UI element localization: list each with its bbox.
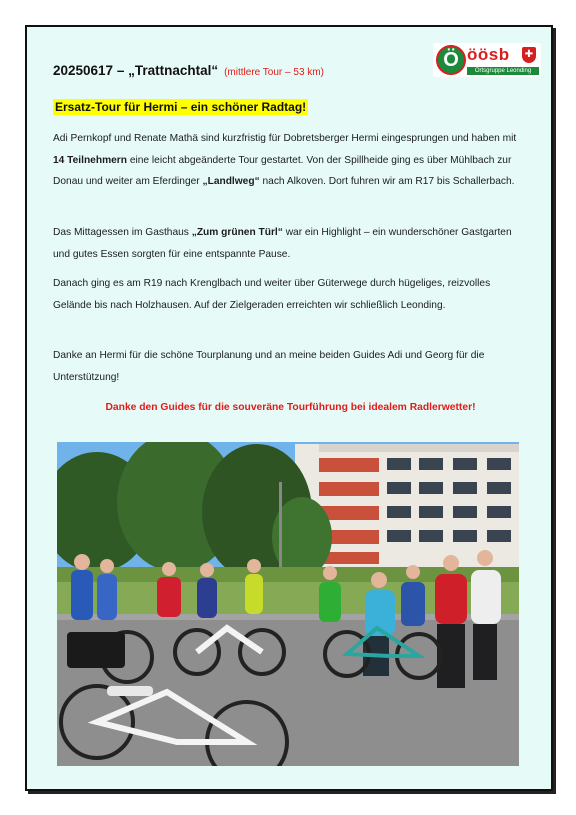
- crest-icon: ✚: [522, 47, 536, 63]
- group-photo: [57, 442, 519, 766]
- document-page: [25, 25, 553, 791]
- paragraph-1: [53, 128, 528, 193]
- paragraph-3: Danach ging es am R19 nach Krenglbach und weiter über Güterwege durch hügeliges, reizvolles Gelände bis nach Holzhausen. Auf der Zielgeraden erreichten wir schließlich Leonding.: [53, 278, 491, 311]
- p2-bold-gasthaus: „Zum grünen Türl“: [191, 227, 283, 238]
- paragraph-2: [53, 222, 528, 265]
- p2-text-c: war ein Highlight – ein wunderschöner Gastgarten und gutes Essen sorgten für eine entspannte Pause.: [53, 227, 512, 260]
- p1-text-c: eine leicht abgeänderte Tour gestartet. Von der Spillheide ging es über Mühlbach zur Donau und weiter am Eferdinger: [53, 154, 512, 187]
- paragraph-4: Danke an Hermi für die schöne Tourplanung und an meine beiden Guides Adi und Georg für die Unterstützung!: [53, 350, 485, 383]
- thanks-line: Danke den Guides für die souveräne Tourführung bei idealem Radlerwetter!: [105, 402, 476, 413]
- tour-title-text: 20250617 – „Trattnachtal“: [53, 63, 219, 78]
- logo-subtitle: Ortsgruppe Leonding: [467, 67, 539, 75]
- club-logo: [433, 43, 541, 77]
- logo-brand-text: öösb: [467, 45, 510, 64]
- tour-subtitle: (mittlere Tour – 53 km): [224, 67, 324, 78]
- highlighted-headline: Ersatz-Tour für Hermi – ein schöner Radtag!: [55, 100, 307, 114]
- tour-title: [53, 63, 324, 78]
- logo-emblem-icon: Ö: [436, 45, 466, 75]
- group-photo-illustration: [57, 442, 519, 766]
- p1-bold-participants: 14 Teilnehmern: [53, 154, 127, 166]
- p1-text-e: nach Alkoven. Dort fuhren wir am R17 bis Schallerbach.: [259, 176, 515, 187]
- p1-text-a: Adi Pernkopf und Renate Mathä sind kurzfristig für Dobretsberger Hermi eingesprungen und haben mit: [53, 133, 517, 144]
- p2-text-a: Das Mittagessen im Gasthaus: [53, 227, 192, 238]
- p1-bold-landlweg: „Landlweg“: [202, 176, 260, 187]
